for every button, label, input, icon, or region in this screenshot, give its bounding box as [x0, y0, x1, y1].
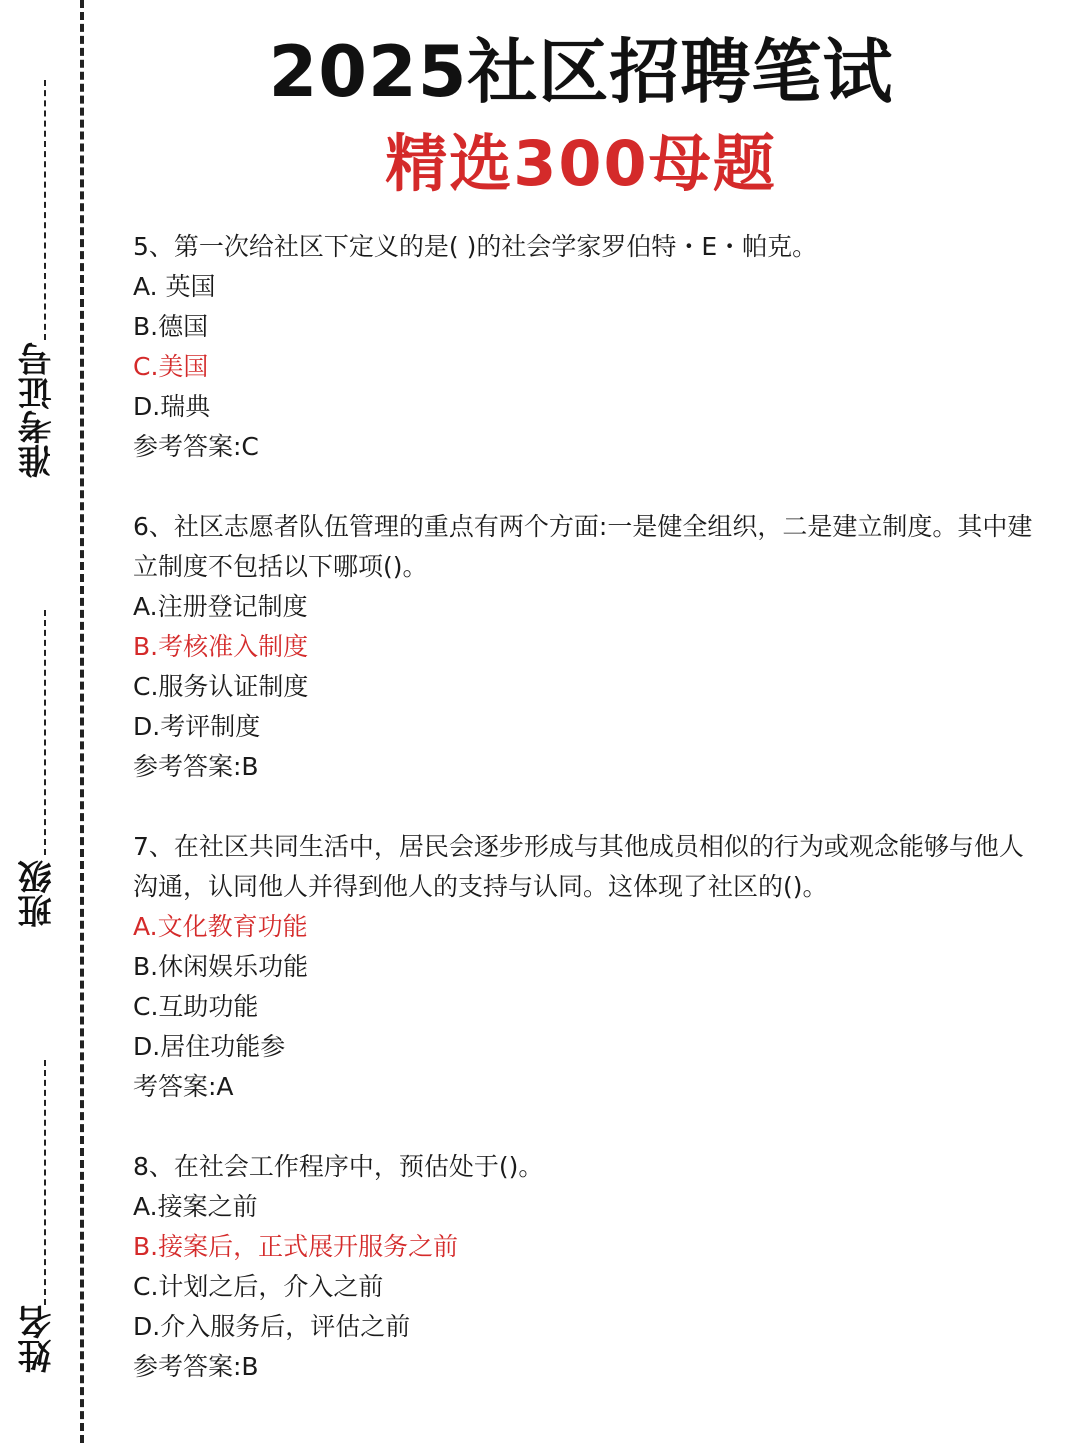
question-text: 6、社区志愿者队伍管理的重点有两个方面:一是健全组织，二是建立制度。其中建立制度不包括以下哪项()。	[133, 512, 1033, 581]
option-d: D.考评制度	[133, 712, 261, 741]
option-c: C.服务认证制度	[133, 672, 309, 701]
field-exam-number	[0, 80, 82, 480]
option-a-correct: A.文化教育功能	[133, 912, 308, 941]
answer-text: 参考答案:B	[133, 1352, 259, 1381]
answer-text: 参考答案:C	[133, 432, 259, 461]
answer-text: 考答案:A	[133, 1072, 234, 1101]
question-item	[133, 1147, 1033, 1387]
option-b: B.德国	[133, 312, 209, 341]
question-item	[133, 227, 1033, 467]
binding-margin	[0, 0, 82, 1443]
option-d: D.居住功能参	[133, 1032, 286, 1061]
option-a: A.注册登记制度	[133, 592, 308, 621]
blank-line	[44, 610, 46, 855]
option-d: D.瑞典	[133, 392, 211, 421]
question-item	[133, 827, 1033, 1107]
option-c-correct: C.美国	[133, 352, 209, 381]
binding-dashed-line	[80, 0, 84, 1443]
name-label: 姓名	[18, 1305, 58, 1373]
option-b-correct: B.接案后，正式展开服务之前	[133, 1232, 459, 1261]
question-item	[133, 507, 1033, 787]
field-class	[0, 610, 82, 940]
question-text: 5、第一次给社区下定义的是( )的社会学家罗伯特・E・帕克。	[133, 232, 818, 261]
question-list	[133, 227, 1033, 1427]
class-label: 班级	[18, 860, 58, 928]
option-b: B.休闲娱乐功能	[133, 952, 309, 981]
field-name	[0, 1060, 82, 1390]
blank-line	[44, 80, 46, 340]
option-a: A.接案之前	[133, 1192, 258, 1221]
option-b-correct: B.考核准入制度	[133, 632, 309, 661]
option-a: A. 英国	[133, 272, 216, 301]
page-title: 2025社区招聘笔试	[268, 31, 894, 113]
exam-number-label: 准考证号	[18, 342, 58, 478]
answer-text: 参考答案:B	[133, 752, 259, 781]
option-c: C.互助功能	[133, 992, 259, 1021]
blank-line	[44, 1060, 46, 1305]
page-subtitle: 精选300母题	[385, 127, 777, 200]
question-text: 8、在社会工作程序中，预估处于()。	[133, 1152, 544, 1181]
option-c: C.计划之后，介入之前	[133, 1272, 384, 1301]
question-text: 7、在社区共同生活中，居民会逐步形成与其他成员相似的行为或观念能够与他人沟通，认同他人并得到他人的支持与认同。这体现了社区的()。	[133, 832, 1024, 901]
option-d: D.介入服务后，评估之前	[133, 1312, 411, 1341]
